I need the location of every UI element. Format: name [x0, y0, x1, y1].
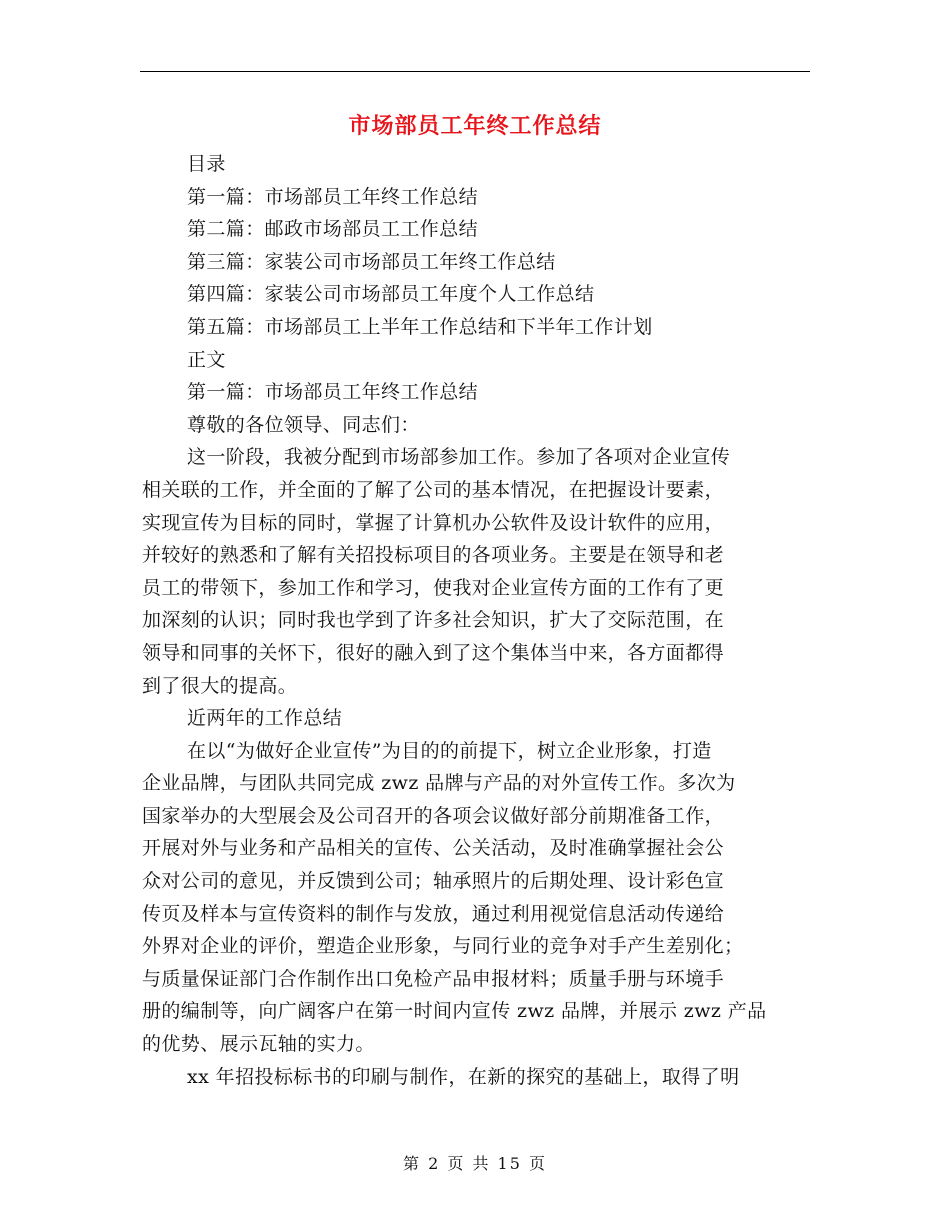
paragraph-line: 加深刻的认识；同时我也学到了许多社会知识，扩大了交际范围，在 — [142, 609, 725, 632]
toc-item: 第五篇：市场部员工上半年工作总结和下半年工作计划 — [187, 315, 653, 338]
paragraph-line: 的优势、展示瓦轴的实力。 — [142, 1033, 375, 1056]
toc-heading: 目录 — [187, 153, 226, 175]
toc-item: 第四篇：家装公司市场部员工年度个人工作总结 — [187, 283, 595, 306]
paragraph-line: 企业品牌，与团队共同完成 zwz 品牌与产品的对外宣传工作。多次为 — [142, 772, 736, 795]
paragraph-line: 相关联的工作，并全面的了解了公司的基本情况，在把握设计要素， — [142, 478, 725, 501]
paragraph-line: xx 年招投标标书的印刷与制作，在新的探究的基础上，取得了明 — [187, 1065, 740, 1088]
paragraph-line: 在以“为做好企业宣传”为目的的前提下，树立企业形象，打造 — [187, 739, 712, 762]
paragraph-line: 到了很大的提高。 — [142, 674, 298, 697]
paragraph-line: 外界对企业的评价，塑造企业形象，与同行业的竞争对手产生差别化； — [142, 935, 744, 958]
paragraph-line: 员工的带领下，参加工作和学习，使我对企业宣传方面的工作有了更 — [142, 576, 725, 599]
paragraph-line: 传页及样本与宣传资料的制作与发放，通过利用视觉信息活动传递给 — [142, 902, 725, 925]
subheading: 近两年的工作总结 — [187, 707, 343, 730]
paragraph-line: 国家举办的大型展会及公司召开的各项会议做好部分前期准备工作， — [142, 804, 725, 827]
page-number-footer: 第 2 页 共 15 页 — [403, 1154, 547, 1173]
paragraph-line: 领导和同事的关怀下，很好的融入到了这个集体当中来，各方面都得 — [142, 641, 725, 664]
paragraph-line: 并较好的熟悉和了解有关招投标项目的各项业务。主要是在领导和老 — [142, 544, 725, 567]
body-heading: 正文 — [187, 348, 226, 371]
paragraph-line: 这一阶段，我被分配到市场部参加工作。参加了各项对企业宣传 — [187, 446, 731, 469]
paragraph-line: 实现宣传为目标的同时，掌握了计算机办公软件及设计软件的应用， — [142, 511, 725, 534]
toc-item: 第二篇：邮政市场部员工工作总结 — [187, 218, 479, 241]
document-title: 市场部员工年终工作总结 — [348, 113, 602, 139]
salutation: 尊敬的各位领导、同志们： — [187, 413, 420, 436]
section-title: 第一篇：市场部员工年终工作总结 — [187, 381, 479, 404]
document-body — [142, 148, 810, 1093]
toc-item: 第三篇：家装公司市场部员工年终工作总结 — [187, 250, 556, 273]
paragraph-line: 册的编制等，向广阔客户在第一时间内宣传 zwz 品牌，并展示 zwz 产品 — [142, 1000, 767, 1023]
toc-item: 第一篇：市场部员工年终工作总结 — [187, 185, 479, 208]
paragraph-line: 开展对外与业务和产品相关的宣传、公关活动，及时准确掌握社会公 — [142, 837, 725, 860]
paragraph-line: 众对公司的意见，并反馈到公司；轴承照片的后期处理、设计彩色宣 — [142, 870, 725, 893]
paragraph-line: 与质量保证部门合作制作出口免检产品申报材料；质量手册与环境手 — [142, 967, 725, 990]
header-rule — [140, 71, 810, 72]
